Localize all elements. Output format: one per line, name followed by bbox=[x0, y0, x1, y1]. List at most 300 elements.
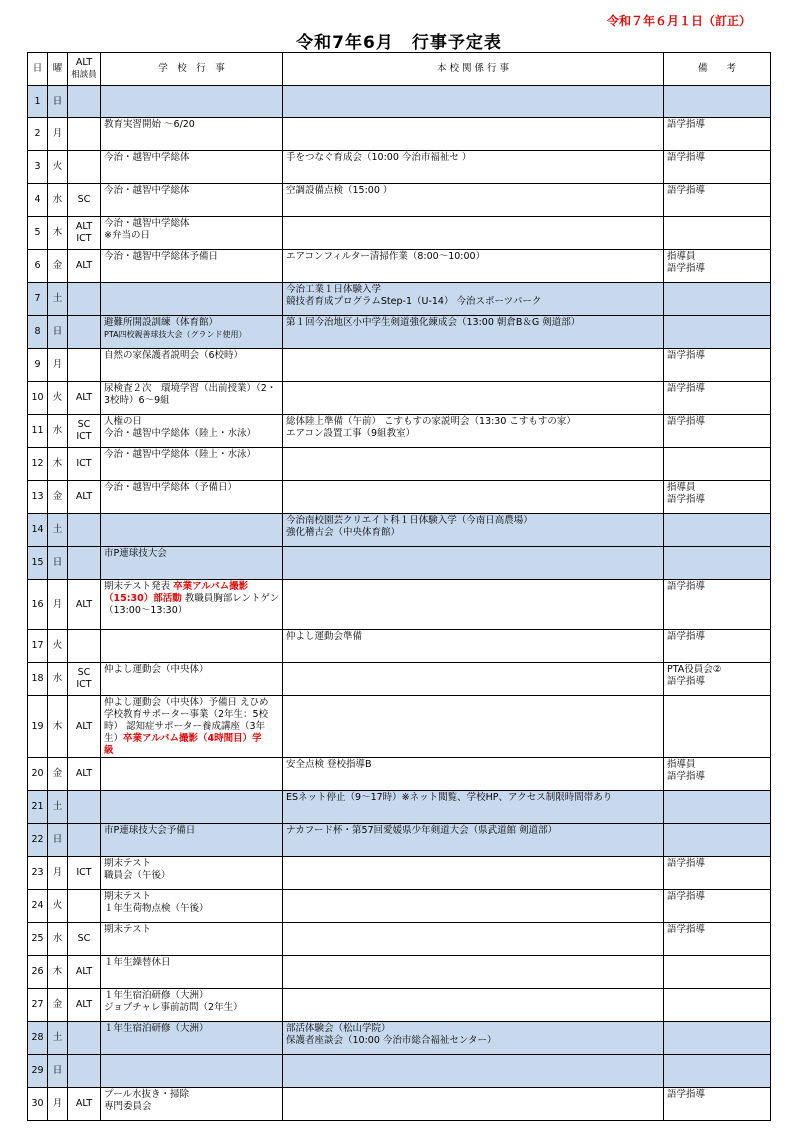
page-title: 令和7年6月 行事予定表 bbox=[296, 33, 502, 53]
notes-cell bbox=[664, 630, 771, 663]
notes-cell bbox=[664, 349, 771, 382]
weekday-cell: 土 bbox=[48, 1022, 68, 1055]
weekday-cell: 火 bbox=[48, 382, 68, 415]
school-events-cell bbox=[101, 349, 283, 382]
notes-cell bbox=[664, 151, 771, 184]
school-event-line: 教育実習開始 ～6/20 bbox=[104, 119, 195, 130]
day-cell: 4 bbox=[28, 184, 48, 217]
note-line: PTA役員会② bbox=[667, 664, 722, 675]
day-cell: 5 bbox=[28, 217, 48, 250]
related-event-line: エアコン設置工事（9組教室） bbox=[286, 428, 416, 439]
school-event-line: １年生宿泊研修（大洲） bbox=[104, 990, 209, 1001]
alt-cell bbox=[68, 630, 101, 663]
school-events-cell bbox=[101, 791, 283, 824]
school-event-line: 人権の日 bbox=[104, 416, 143, 427]
alt-cell bbox=[68, 349, 101, 382]
notes-cell bbox=[664, 415, 771, 448]
school-events-cell bbox=[101, 151, 283, 184]
school-event-line: １年生繰替休日 bbox=[104, 957, 171, 968]
related-events-cell bbox=[283, 151, 664, 184]
school-events-cell bbox=[101, 857, 283, 890]
related-events-cell bbox=[283, 1088, 664, 1121]
school-events-cell bbox=[101, 415, 283, 448]
school-event-line: 3校時）6～9組 bbox=[104, 395, 170, 406]
weekday-cell: 日 bbox=[48, 316, 68, 349]
day-cell: 25 bbox=[28, 923, 48, 956]
alt-entry: ALT bbox=[75, 392, 93, 403]
school-event-line: ※弁当の日 bbox=[104, 230, 150, 241]
school-event-line: 期末テスト bbox=[104, 924, 152, 935]
alt-entry: SC bbox=[77, 667, 91, 678]
alt-cell bbox=[68, 184, 101, 217]
note-line: 語学指導 bbox=[667, 350, 706, 361]
day-cell: 19 bbox=[28, 696, 48, 758]
alt-entry: ALT bbox=[75, 491, 93, 502]
related-events-cell bbox=[283, 283, 664, 316]
weekday-cell: 日 bbox=[48, 824, 68, 857]
note-line: 語学指導 bbox=[667, 416, 706, 427]
alt-entry: ALT bbox=[75, 720, 93, 732]
alt-cell bbox=[68, 481, 101, 514]
school-events-cell bbox=[101, 824, 283, 857]
school-events-cell bbox=[101, 956, 283, 989]
related-events-cell bbox=[283, 1022, 664, 1055]
related-event-line: 今治工業１日体験入学 bbox=[286, 284, 382, 295]
day-cell: 10 bbox=[28, 382, 48, 415]
school-events-cell bbox=[101, 448, 283, 481]
schedule-body bbox=[28, 86, 771, 1121]
alt-cell bbox=[68, 415, 101, 448]
day-cell: 8 bbox=[28, 316, 48, 349]
school-event-line bbox=[104, 745, 280, 757]
table-row bbox=[28, 857, 771, 890]
alt-cell bbox=[68, 696, 101, 758]
alt-entry: SC bbox=[77, 933, 91, 944]
note-line: 語学指導 bbox=[667, 581, 706, 592]
note-line: 語学指導 bbox=[667, 1089, 706, 1100]
notes-cell bbox=[664, 923, 771, 956]
related-events-cell bbox=[283, 890, 664, 923]
table-row bbox=[28, 316, 771, 349]
related-event-line: 安全点検 登校指導B bbox=[286, 759, 372, 770]
weekday-cell: 火 bbox=[48, 151, 68, 184]
school-event-line bbox=[104, 593, 280, 605]
school-event-line: プール水抜き・掃除 bbox=[104, 1089, 190, 1100]
table-row bbox=[28, 758, 771, 791]
event-text: 生） bbox=[104, 733, 124, 744]
school-event-line bbox=[104, 581, 280, 593]
table-row bbox=[28, 481, 771, 514]
table-row bbox=[28, 349, 771, 382]
school-events-cell bbox=[101, 250, 283, 283]
day-cell: 24 bbox=[28, 890, 48, 923]
weekday-cell: 日 bbox=[48, 86, 68, 118]
alt-entry: ALT bbox=[75, 260, 93, 271]
header-notes: 備 考 bbox=[664, 53, 771, 86]
alt-entry: ALT bbox=[75, 999, 93, 1010]
table-row bbox=[28, 1088, 771, 1121]
event-text: 教職員胸部レントゲン bbox=[181, 593, 280, 604]
school-events-cell bbox=[101, 481, 283, 514]
header-related-events: 本 校 関 係 行 事 bbox=[283, 53, 664, 86]
note-line: 指導員 bbox=[667, 759, 696, 770]
related-events-cell bbox=[283, 448, 664, 481]
school-event-line: 今治・越智中学総体（予備日） bbox=[104, 482, 238, 493]
weekday-cell: 日 bbox=[48, 1055, 68, 1088]
weekday-cell: 月 bbox=[48, 857, 68, 890]
school-event-line bbox=[104, 605, 280, 617]
highlight-text: （15:30）部活動 bbox=[104, 593, 182, 604]
related-event-line: ナカフード杯・第57回愛媛県少年剣道大会（県武道館 剣道部） bbox=[286, 825, 558, 836]
note-line: 語学指導 bbox=[667, 383, 706, 394]
school-events-cell bbox=[101, 1055, 283, 1088]
note-line: 語学指導 bbox=[667, 152, 706, 163]
weekday-cell: 火 bbox=[48, 890, 68, 923]
school-events-cell bbox=[101, 923, 283, 956]
table-row bbox=[28, 1055, 771, 1088]
table-row bbox=[28, 630, 771, 663]
school-events-cell bbox=[101, 184, 283, 217]
note-line: 語学指導 bbox=[667, 119, 706, 130]
notes-cell bbox=[664, 580, 771, 630]
highlight-text: 卒業アルバム撮影（4時間目）学 bbox=[123, 733, 262, 744]
table-row bbox=[28, 890, 771, 923]
table-row bbox=[28, 382, 771, 415]
related-event-line: 競技者育成プログラムStep-1（U-14） 今治スポーツパーク bbox=[286, 296, 542, 307]
notes-cell bbox=[664, 758, 771, 791]
related-event-line: 仲よし運動会準備 bbox=[286, 631, 363, 642]
notes-cell bbox=[664, 481, 771, 514]
related-events-cell bbox=[283, 580, 664, 630]
header-alt-top: ALT bbox=[75, 57, 93, 68]
alt-cell bbox=[68, 448, 101, 481]
alt-cell bbox=[68, 1055, 101, 1088]
alt-cell bbox=[68, 580, 101, 630]
day-cell: 14 bbox=[28, 514, 48, 547]
alt-cell bbox=[68, 890, 101, 923]
day-cell: 21 bbox=[28, 791, 48, 824]
day-cell: 2 bbox=[28, 118, 48, 151]
related-events-cell bbox=[283, 217, 664, 250]
weekday-cell: 水 bbox=[48, 415, 68, 448]
weekday-cell: 金 bbox=[48, 481, 68, 514]
related-events-cell bbox=[283, 663, 664, 696]
notes-cell bbox=[664, 1022, 771, 1055]
alt-cell bbox=[68, 547, 101, 580]
school-event-line: 尿検査２次 環境学習（出前授業）（2・ bbox=[104, 383, 277, 394]
notes-cell bbox=[664, 1088, 771, 1121]
note-line: 指導員 bbox=[667, 482, 696, 493]
alt-cell bbox=[68, 824, 101, 857]
related-events-cell bbox=[283, 184, 664, 217]
alt-cell bbox=[68, 118, 101, 151]
table-row bbox=[28, 118, 771, 151]
related-events-cell bbox=[283, 630, 664, 663]
related-events-cell bbox=[283, 758, 664, 791]
highlight-text: 卒業アルバム撮影 bbox=[173, 581, 249, 592]
table-row bbox=[28, 514, 771, 547]
notes-cell bbox=[664, 514, 771, 547]
alt-entry: ALT bbox=[75, 966, 93, 977]
school-event-line: 期末テスト bbox=[104, 891, 152, 902]
header-alt-bottom: 相談員 bbox=[71, 70, 97, 80]
day-cell: 28 bbox=[28, 1022, 48, 1055]
weekday-cell: 火 bbox=[48, 630, 68, 663]
alt-entry: ALT bbox=[75, 1098, 93, 1109]
alt-cell bbox=[68, 791, 101, 824]
alt-cell bbox=[68, 217, 101, 250]
related-event-line: 第１回今治地区小中学生剣道強化練成会（13:00 朝倉B＆G 剣道部） bbox=[286, 317, 581, 328]
alt-entry: SC bbox=[77, 194, 91, 205]
notes-cell bbox=[664, 857, 771, 890]
day-cell: 1 bbox=[28, 86, 48, 118]
weekday-cell: 土 bbox=[48, 791, 68, 824]
day-cell: 27 bbox=[28, 989, 48, 1022]
alt-entry: ICT bbox=[76, 679, 92, 690]
school-event-line: 今治・越智中学総体 bbox=[104, 218, 190, 229]
day-cell: 7 bbox=[28, 283, 48, 316]
related-events-cell bbox=[283, 989, 664, 1022]
related-event-line: 手をつなぐ育成会（10:00 今治市福祉セ ） bbox=[286, 152, 472, 163]
school-event-line bbox=[104, 733, 280, 745]
day-cell: 16 bbox=[28, 580, 48, 630]
alt-cell bbox=[68, 316, 101, 349]
alt-cell bbox=[68, 151, 101, 184]
note-line: 語学指導 bbox=[667, 185, 706, 196]
related-events-cell bbox=[283, 349, 664, 382]
table-row bbox=[28, 923, 771, 956]
event-text: 仲よし運動会（中央体）予備日 えひめ bbox=[104, 697, 269, 708]
notes-cell bbox=[664, 989, 771, 1022]
related-events-cell bbox=[283, 118, 664, 151]
weekday-cell: 金 bbox=[48, 989, 68, 1022]
alt-entry: ALT bbox=[75, 221, 93, 232]
table-row bbox=[28, 448, 771, 481]
day-cell: 11 bbox=[28, 415, 48, 448]
school-event-line bbox=[104, 697, 280, 709]
header-day: 日 bbox=[28, 53, 48, 86]
alt-cell bbox=[68, 758, 101, 791]
related-events-cell bbox=[283, 481, 664, 514]
event-text: （13:00～13:30） bbox=[104, 605, 188, 616]
school-events-cell bbox=[101, 663, 283, 696]
alt-cell bbox=[68, 514, 101, 547]
table-row bbox=[28, 415, 771, 448]
table-row bbox=[28, 1022, 771, 1055]
table-row bbox=[28, 184, 771, 217]
alt-entry: ICT bbox=[76, 233, 92, 244]
table-row bbox=[28, 663, 771, 696]
notes-cell bbox=[664, 217, 771, 250]
alt-cell bbox=[68, 663, 101, 696]
related-events-cell bbox=[283, 1055, 664, 1088]
notes-cell bbox=[664, 663, 771, 696]
weekday-cell: 木 bbox=[48, 956, 68, 989]
alt-entry: ALT bbox=[75, 598, 93, 610]
day-cell: 17 bbox=[28, 630, 48, 663]
day-cell: 15 bbox=[28, 547, 48, 580]
related-events-cell bbox=[283, 86, 664, 118]
table-row bbox=[28, 217, 771, 250]
weekday-cell: 水 bbox=[48, 184, 68, 217]
weekday-cell: 木 bbox=[48, 448, 68, 481]
table-row bbox=[28, 696, 771, 758]
related-events-cell bbox=[283, 696, 664, 758]
table-row bbox=[28, 86, 771, 118]
note-line: 指導員 bbox=[667, 251, 696, 262]
weekday-cell: 金 bbox=[48, 758, 68, 791]
weekday-cell: 金 bbox=[48, 250, 68, 283]
school-events-cell bbox=[101, 696, 283, 758]
notes-cell bbox=[664, 696, 771, 758]
school-event-line: 今治・越智中学総体 bbox=[104, 185, 190, 196]
alt-cell bbox=[68, 956, 101, 989]
school-events-cell bbox=[101, 758, 283, 791]
school-events-cell bbox=[101, 514, 283, 547]
note-line: 語学指導 bbox=[667, 676, 706, 687]
related-events-cell bbox=[283, 250, 664, 283]
notes-cell bbox=[664, 1055, 771, 1088]
notes-cell bbox=[664, 448, 771, 481]
table-row bbox=[28, 989, 771, 1022]
school-events-cell bbox=[101, 316, 283, 349]
table-row bbox=[28, 791, 771, 824]
notes-cell bbox=[664, 956, 771, 989]
note-line: 語学指導 bbox=[667, 891, 706, 902]
school-events-cell bbox=[101, 890, 283, 923]
notes-cell bbox=[664, 547, 771, 580]
alt-cell bbox=[68, 86, 101, 118]
school-events-cell bbox=[101, 989, 283, 1022]
school-event-line bbox=[104, 709, 280, 721]
school-events-cell bbox=[101, 1022, 283, 1055]
alt-entry: SC bbox=[77, 419, 91, 430]
alt-cell bbox=[68, 250, 101, 283]
alt-cell bbox=[68, 1022, 101, 1055]
notes-cell bbox=[664, 890, 771, 923]
related-events-cell bbox=[283, 547, 664, 580]
school-event-line bbox=[104, 721, 280, 733]
table-row bbox=[28, 151, 771, 184]
alt-entry: ICT bbox=[76, 431, 92, 442]
weekday-cell: 月 bbox=[48, 580, 68, 630]
weekday-cell: 日 bbox=[48, 547, 68, 580]
school-event-line: 自然の家保護者説明会（6校時） bbox=[104, 350, 244, 361]
day-cell: 3 bbox=[28, 151, 48, 184]
notes-cell bbox=[664, 250, 771, 283]
weekday-cell: 水 bbox=[48, 923, 68, 956]
event-text: 期末テスト発表 bbox=[104, 581, 174, 592]
alt-cell bbox=[68, 923, 101, 956]
event-text: 学校教育サポーター事業（2年生：5校 bbox=[104, 709, 269, 720]
day-cell: 23 bbox=[28, 857, 48, 890]
related-events-cell bbox=[283, 316, 664, 349]
related-event-line: 総体陸上準備（午前） こすもすの家説明会（13:30 こすもすの家） bbox=[286, 416, 576, 427]
weekday-cell: 月 bbox=[48, 1088, 68, 1121]
notes-cell bbox=[664, 118, 771, 151]
school-events-cell bbox=[101, 382, 283, 415]
school-events-cell bbox=[101, 580, 283, 630]
schedule-table bbox=[27, 52, 771, 1121]
related-events-cell bbox=[283, 415, 664, 448]
notes-cell bbox=[664, 86, 771, 118]
related-event-line: 今治南校園芸クリエイト科１日体験入学（今南日高農場） bbox=[286, 515, 533, 526]
table-row bbox=[28, 283, 771, 316]
school-events-cell bbox=[101, 283, 283, 316]
school-events-cell bbox=[101, 547, 283, 580]
day-cell: 22 bbox=[28, 824, 48, 857]
header-alt bbox=[68, 53, 101, 86]
revision-note: 令和７年６月１日（訂正） bbox=[606, 14, 751, 28]
school-event-line: 市P連球技大会予備日 bbox=[104, 825, 196, 836]
school-event-line: 仲よし運動会（中央体） bbox=[104, 664, 209, 675]
related-events-cell bbox=[283, 514, 664, 547]
day-cell: 29 bbox=[28, 1055, 48, 1088]
school-event-line: 今治・越智中学総体（陸上・水泳） bbox=[104, 449, 257, 460]
school-events-cell bbox=[101, 630, 283, 663]
school-event-line: 避難所開設訓練（体育館） bbox=[104, 317, 219, 328]
school-event-line: 期末テスト bbox=[104, 858, 152, 869]
weekday-cell: 土 bbox=[48, 514, 68, 547]
school-events-cell bbox=[101, 86, 283, 118]
day-cell: 12 bbox=[28, 448, 48, 481]
weekday-cell: 月 bbox=[48, 349, 68, 382]
notes-cell bbox=[664, 316, 771, 349]
alt-cell bbox=[68, 989, 101, 1022]
weekday-cell: 木 bbox=[48, 217, 68, 250]
notes-cell bbox=[664, 382, 771, 415]
weekday-cell: 土 bbox=[48, 283, 68, 316]
notes-cell bbox=[664, 824, 771, 857]
school-event-line: PTA四校親善球技大会（グランド使用） bbox=[104, 330, 247, 339]
related-event-line: 保護者座談会（10:00 今治市総合福祉センター） bbox=[286, 1035, 497, 1046]
table-row bbox=[28, 250, 771, 283]
weekday-cell: 水 bbox=[48, 663, 68, 696]
school-events-cell bbox=[101, 118, 283, 151]
weekday-cell: 木 bbox=[48, 696, 68, 758]
day-cell: 26 bbox=[28, 956, 48, 989]
alt-cell bbox=[68, 283, 101, 316]
header-school-events: 学 校 行 事 bbox=[101, 53, 283, 86]
note-line: 語学指導 bbox=[667, 263, 706, 274]
notes-cell bbox=[664, 791, 771, 824]
related-events-cell bbox=[283, 382, 664, 415]
related-event-line: エアコンフィルター清掃作業（8:00～10:00） bbox=[286, 251, 486, 262]
related-event-line: 空調設備点検（15:00 ） bbox=[286, 185, 393, 196]
school-events-cell bbox=[101, 1088, 283, 1121]
school-event-line: 今治・越智中学総体（陸上・水泳） bbox=[104, 428, 257, 439]
day-cell: 30 bbox=[28, 1088, 48, 1121]
alt-cell bbox=[68, 382, 101, 415]
alt-cell bbox=[68, 1088, 101, 1121]
school-event-line: １年生宿泊研修（大洲） bbox=[104, 1023, 209, 1034]
day-cell: 20 bbox=[28, 758, 48, 791]
notes-cell bbox=[664, 283, 771, 316]
header-dow: 曜 bbox=[48, 53, 68, 86]
related-events-cell bbox=[283, 791, 664, 824]
note-line: 語学指導 bbox=[667, 858, 706, 869]
school-event-line: 今治・越智中学総体 bbox=[104, 152, 190, 163]
weekday-cell: 月 bbox=[48, 118, 68, 151]
school-event-line: ジョブチャレ事前訪問（2年生） bbox=[104, 1002, 243, 1013]
event-text: 時） 認知症サポーター養成講座（3年 bbox=[104, 721, 266, 732]
related-events-cell bbox=[283, 923, 664, 956]
school-events-cell bbox=[101, 217, 283, 250]
day-cell: 18 bbox=[28, 663, 48, 696]
school-event-line: 今治・越智中学総体予備日 bbox=[104, 251, 219, 262]
alt-cell bbox=[68, 857, 101, 890]
alt-entry: ALT bbox=[75, 768, 93, 779]
